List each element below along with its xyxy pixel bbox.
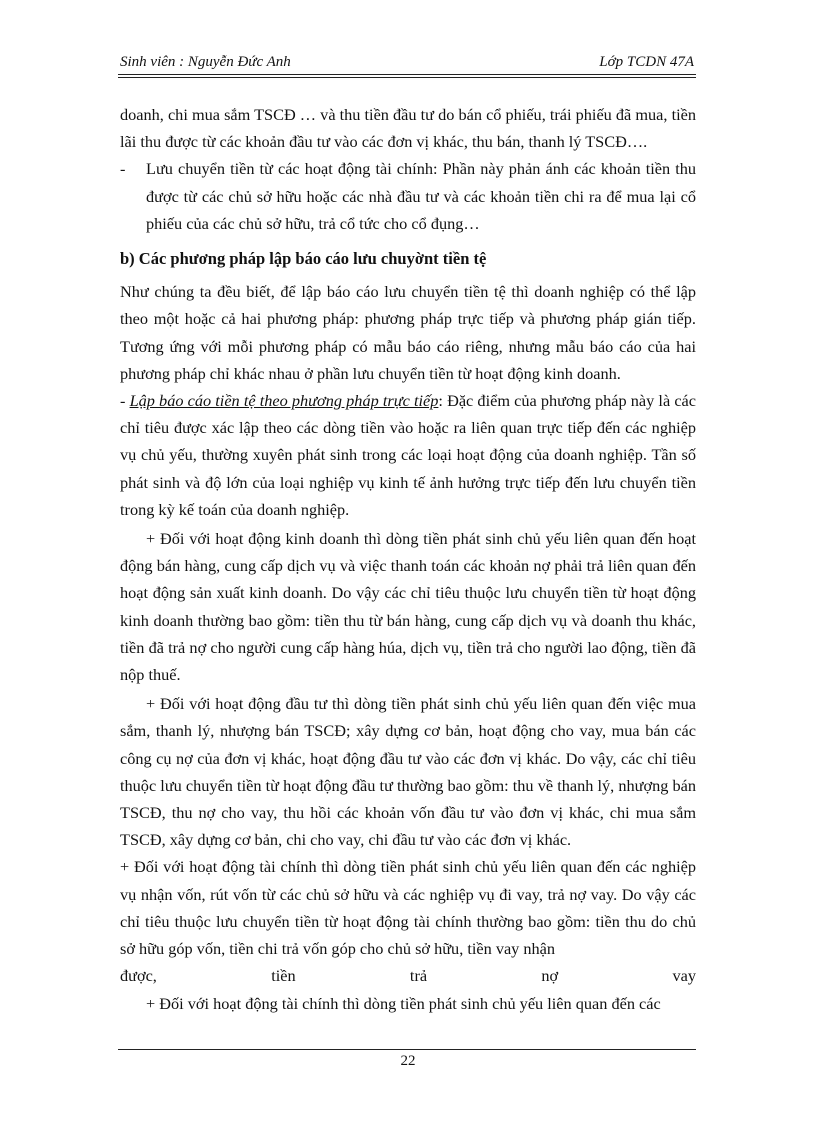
paragraph-direct-method xyxy=(120,387,696,523)
bullet-financing-activities xyxy=(120,155,696,237)
bullet-text: Lưu chuyển tiền từ các hoạt động tài chính: Phần này phản ánh các khoản tiền thu được từ các chủ sở hữu hoặc các nhà đầu tư và các khoản tiền chi ra để mua lại cổ phiếu của các chủ sở hữu, trả cổ tức cho cổ đụng… xyxy=(146,159,696,233)
footer-rule xyxy=(118,1049,696,1050)
paragraph-operating-activities: + Đối với hoạt động kinh doanh thì dòng tiền phát sinh chủ yếu liên quan đến hoạt động bán hàng, cung cấp dịch vụ và việc thanh toán các khoản nợ phải trả liên quan đến hoạt động sản xuất kinh doanh. Do vậy các chỉ tiêu thuộc lưu chuyển tiền từ hoạt động kinh doanh thường bao gồm: tiền thu từ bán hàng, cung cấp dịch vụ và doanh thu khác, tiền đã trả nợ cho người cung cấp hàng húa, dịch vụ, tiền trả cho người lao động, tiền đã nộp thuế. xyxy=(120,529,696,685)
dash-bullet-icon: - xyxy=(120,159,126,179)
document-body xyxy=(120,101,696,1017)
direct-method-text: : Đặc điểm của phương pháp này là các chỉ tiêu được xác lập theo các dòng tiền vào hoặc ra liên quan trực tiếp đến các nghiệp vụ chủ yếu, thường xuyên phát sinh trong các loại hoạt động của doanh nghiệp. Tần số phát sinh và độ lớn của loại nghiệp vụ kinh tế ảnh hưởng trực tiếp đến lưu chuyển tiền trong kỳ kế toán của doanh nghiệp. xyxy=(120,391,697,519)
paragraph-financing-activities-2: + Đối với hoạt động tài chính thì dòng tiền phát sinh chủ yếu liên quan đến các xyxy=(146,993,661,1013)
header-student-name: Sinh viên : Nguyễn Đức Anh xyxy=(120,54,291,70)
paragraph-financing-last-line xyxy=(120,962,696,989)
word: nợ xyxy=(541,966,559,986)
section-heading: b) Các phương pháp lập báo cáo lưu chuyờnt tiền tệ xyxy=(120,249,487,269)
word: trả xyxy=(409,966,428,986)
direct-method-title: Lập báo cáo tiền tệ theo phương pháp trực tiếp xyxy=(129,391,439,411)
page-header xyxy=(118,50,696,74)
paragraph-intro: Như chúng ta đều biết, để lập báo cáo lưu chuyển tiền tệ thì doanh nghiệp có thể lập theo một hoặc cả hai phương pháp: phương pháp trực tiếp và phương pháp gián tiếp. Tương ứng với mỗi phương pháp có mẫu báo cáo riêng, nhưng mẫu báo cáo của hai phương pháp chỉ khác nhau ở phần lưu chuyển tiền từ hoạt động kinh doanh. xyxy=(120,282,696,383)
header-class-name: Lớp TCDN 47A xyxy=(599,54,694,70)
dash-bullet-icon: - xyxy=(120,391,130,411)
word: tiền xyxy=(271,966,296,986)
word: vay xyxy=(672,966,696,986)
header-rule xyxy=(118,74,696,78)
paragraph-continuation: doanh, chi mua sắm TSCĐ … và thu tiền đầu tư do bán cổ phiếu, trái phiếu đã mua, tiền lãi thu được từ các khoản đầu tư vào các đơn vị khác, thu bán, thanh lý TSCĐ…. xyxy=(120,105,696,152)
paragraph-investing-activities: + Đối với hoạt động đầu tư thì dòng tiền phát sinh chủ yếu liên quan đến việc mua sắm, thanh lý, nhượng bán TSCĐ; xây dựng cơ bản, hoạt động cho vay, mua bán các công cụ nợ của đơn vị khác, hoạt động đầu tư vào các đơn vị khác. Do vậy, các chỉ tiêu thuộc lưu chuyển tiền từ hoạt động đầu tư thường bao gồm: thu về thanh lý, nhượng bán TSCĐ, thu nợ cho vay, thu hồi các khoản vốn đầu tư vào đơn vị khác, chi mua sắm TSCĐ, xây dựng cơ bản, chi cho vay, chi đầu tư vào các đơn vị khác. xyxy=(120,694,696,850)
page-number: 22 xyxy=(400,1053,416,1069)
paragraph-financing-activities: + Đối với hoạt động tài chính thì dòng tiền phát sinh chủ yếu liên quan đến các nghiệp vụ nhận vốn, rút vốn từ các chủ sở hữu và các nghiệp vụ đi vay, trả nợ vay. Do vậy các chỉ tiêu thuộc lưu chuyển tiền từ hoạt động tài chính thường bao gồm: tiền thu do chủ sở hữu góp vốn, tiền chi trả vốn góp cho chủ sở hữu, tiền vay nhận xyxy=(120,857,696,959)
word: được, xyxy=(120,966,157,986)
